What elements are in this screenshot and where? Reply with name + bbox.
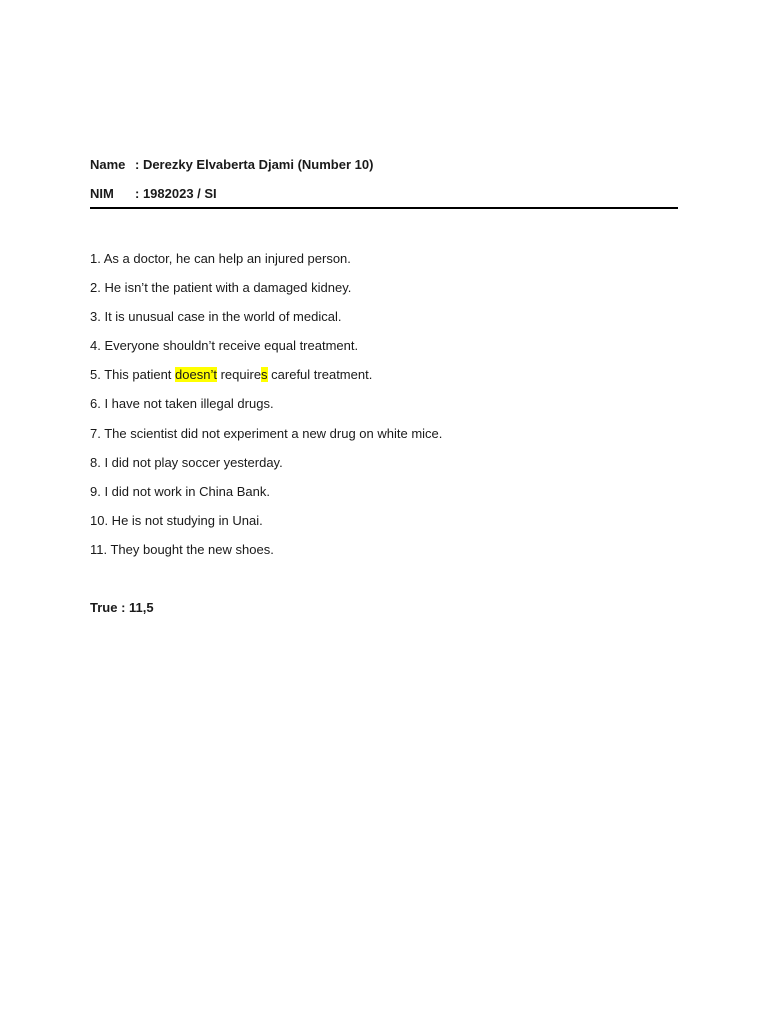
name-row <box>90 150 680 179</box>
answer-item-7: 7. The scientist did not experiment a new drug on white mice. <box>90 425 443 441</box>
answer-item-2: 2. He isn’t the patient with a damaged kidney. <box>90 280 352 296</box>
answer-5-text-after: careful treatment. <box>267 367 373 383</box>
answer-item-11: 11. They bought the new shoes. <box>90 541 274 557</box>
answer-item-1: 1. As a doctor, he can help an injured person. <box>90 251 351 266</box>
answer-item-4: 4. Everyone shouldn’t receive equal treatment. <box>90 338 359 354</box>
nim-value: : 1982023 / SI <box>135 186 217 201</box>
answer-item-9: 9. I did not work in China Bank. <box>90 483 270 499</box>
highlighted-word-doesnt: doesn’t <box>175 367 217 383</box>
nim-label: NIM <box>90 186 114 201</box>
answer-item-10: 10. He is not studying in Unai. <box>90 512 263 528</box>
answer-list <box>90 250 442 570</box>
score-result: True : 11,5 <box>90 600 154 615</box>
student-info <box>90 150 680 208</box>
header-divider <box>90 207 678 209</box>
nim-row <box>90 179 680 208</box>
name-value: : Derezky Elvaberta Djami (Number 10) <box>135 157 374 172</box>
answer-item-3: 3. It is unusual case in the world of medical. <box>90 309 342 325</box>
highlighted-letter-s: s <box>261 367 268 383</box>
name-label: Name <box>90 157 126 172</box>
answer-item-6: 6. I have not taken illegal drugs. <box>90 396 274 412</box>
answer-item-8: 8. I did not play soccer yesterday. <box>90 454 283 470</box>
answer-5-text-before: 5. This patient <box>90 367 176 383</box>
answer-item-5 <box>90 366 442 395</box>
answer-5-text-middle: require <box>216 367 262 383</box>
